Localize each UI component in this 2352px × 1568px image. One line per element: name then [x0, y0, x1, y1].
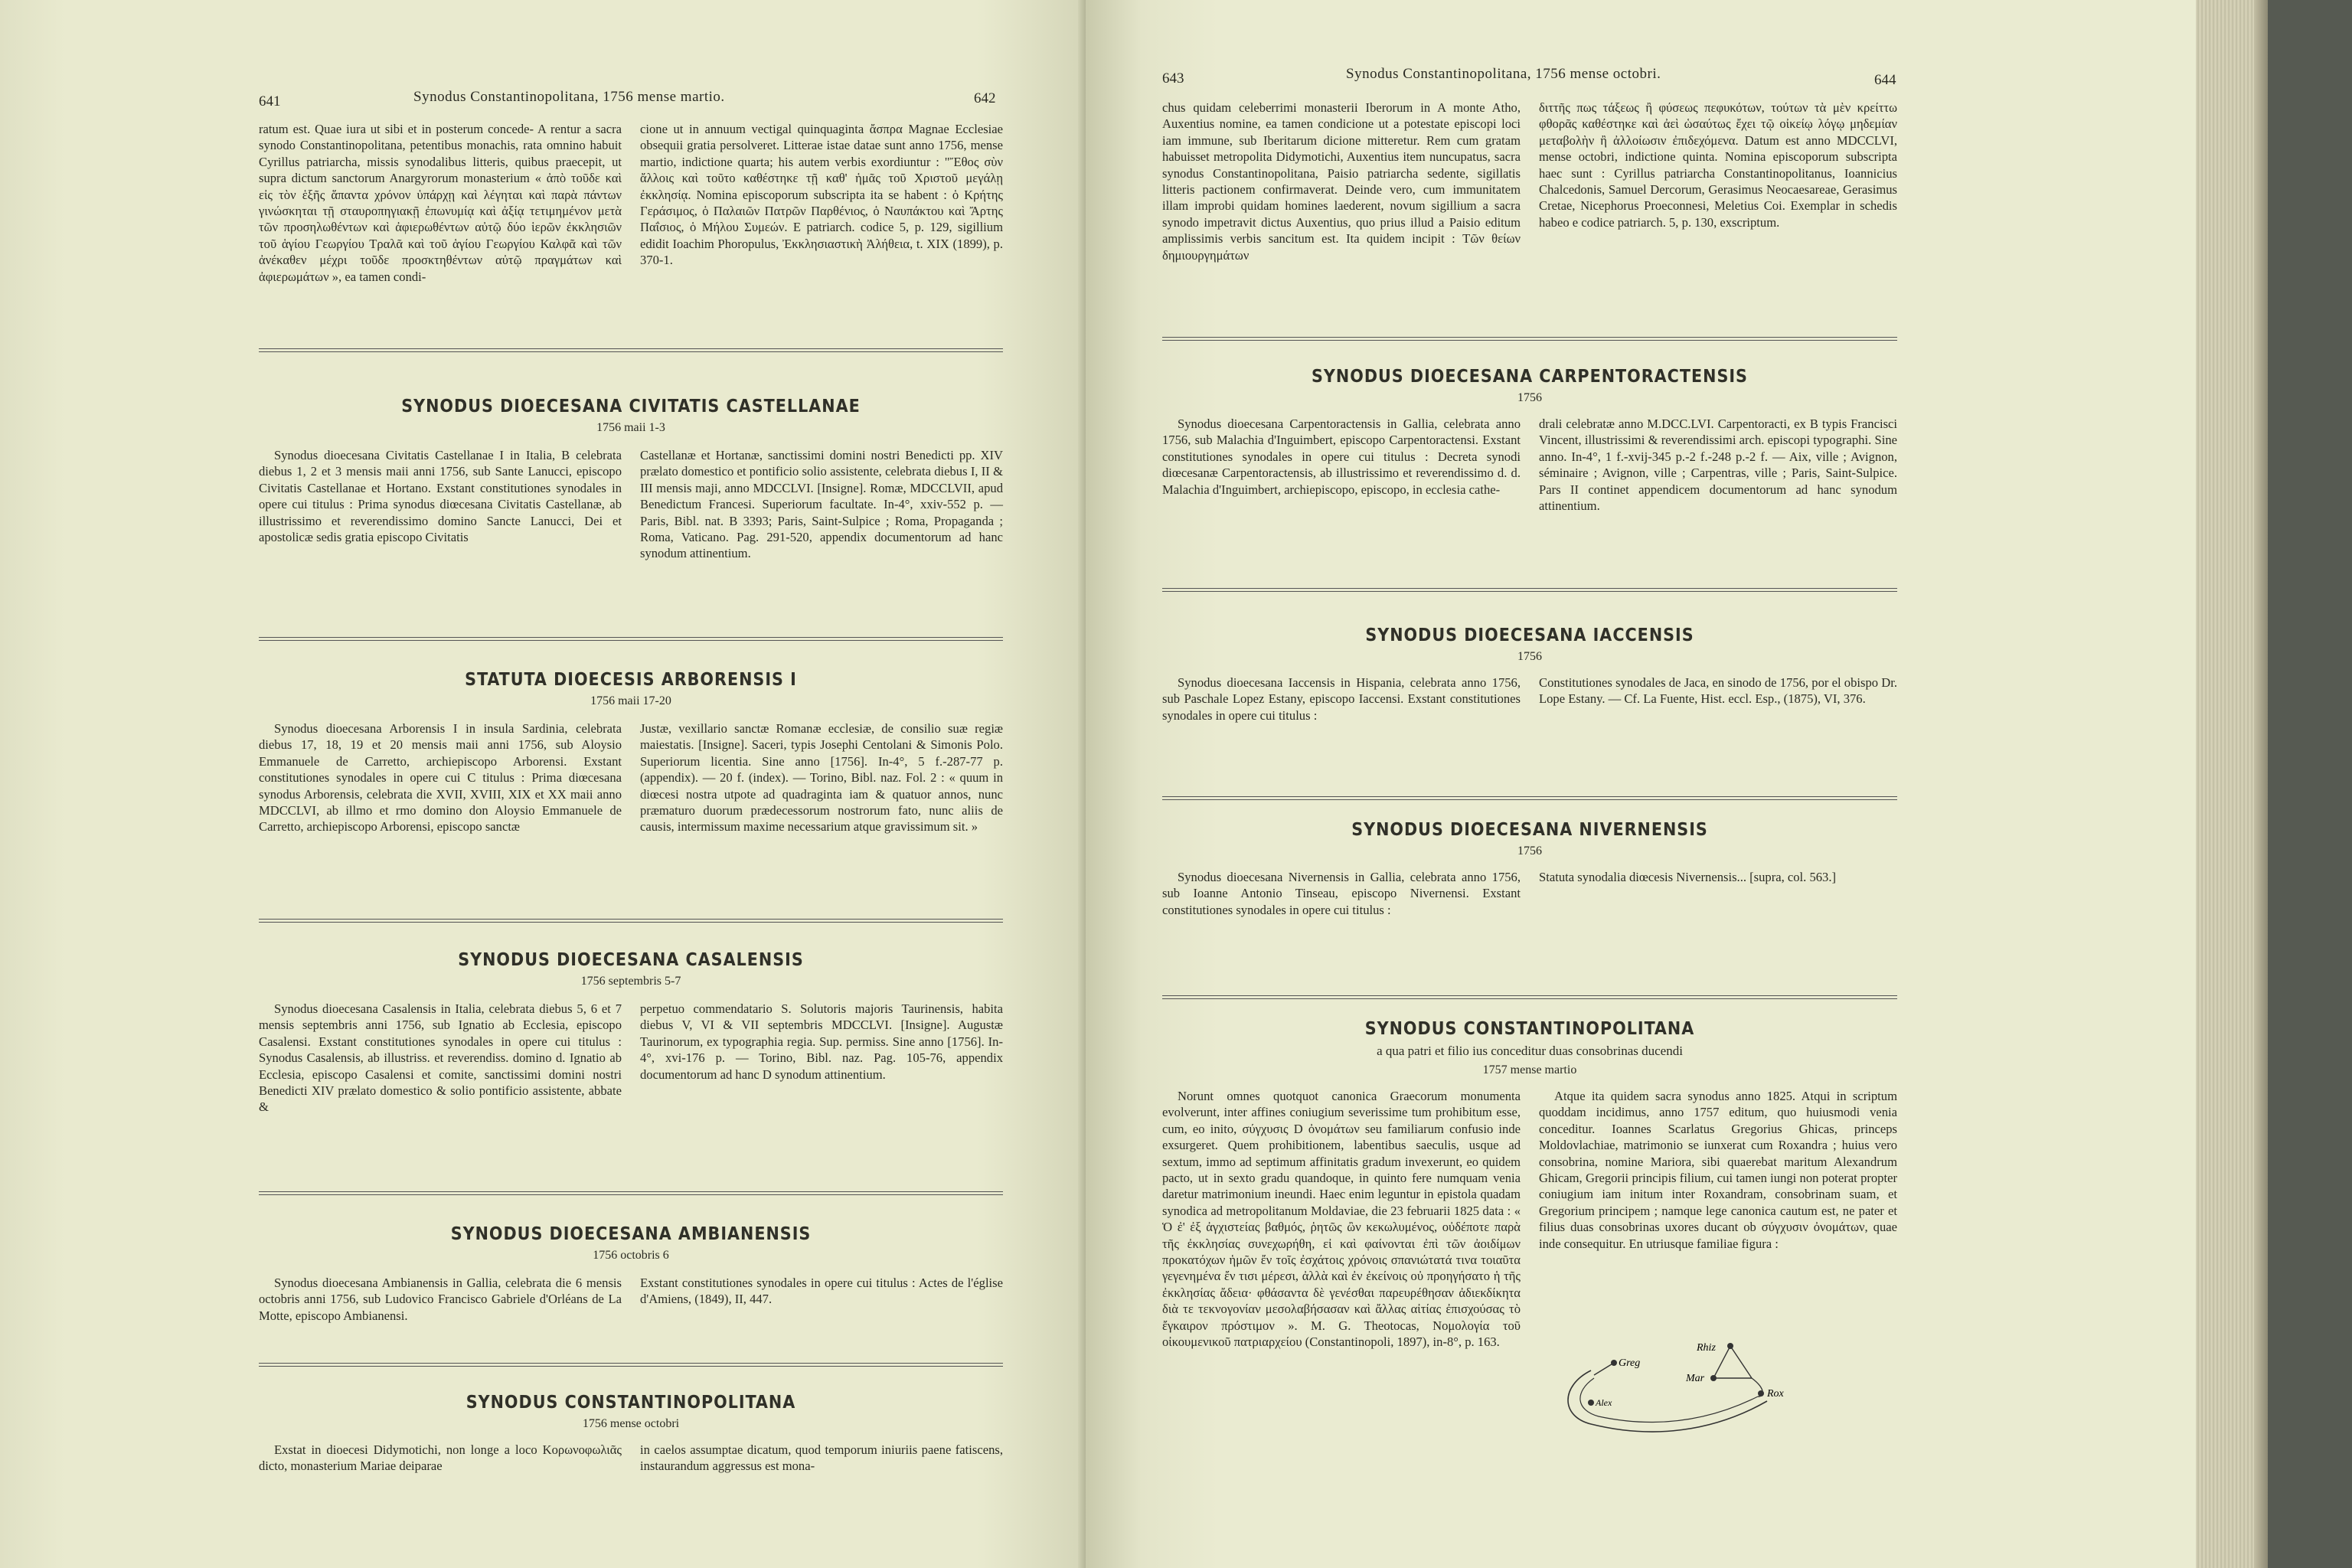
top-col1-text: ratum est. Quae iura ut sibi et in posterum concede- A rentur a sacra synodo Constantinopolitana, petentibus monachis, rata omnino habuit Cyrillus patriarcha, missis synodalibus litteris, quibus praecepit, ut supra dictum sanctorum Anargyrorum monasterium « ἀπὸ τοῦδε καὶ εἰς τὸν ἑξῆς ἅπαντα χρόνον ὑπάρχῃ καὶ λέγηται καὶ παρὰ πάντων γινώσκηται τῇ σταυροπηγιακῇ ἐπωνυμίᾳ καὶ ἀξίᾳ τετιμημένον μετὰ τῶν προσηλωθέντων καὶ ἀφιερωθέντων αὐτῷ δύο ἱερῶν ἐκκλησιῶν τοῦ ἁγίου Γεωργίου Τραλᾶ καὶ τοῦ ἁγίου Γεωργίου Καλφᾶ καὶ τῶν ἀνέκαθεν μέχρι τοῦδε προσκτηθέντων αὐτῷ πραγμάτων καὶ ἀφιερωμάτων », ea tamen condi- — [259, 122, 622, 284]
section-nivernensis — [1162, 796, 1897, 918]
section-castellanae — [259, 348, 1003, 562]
section-col2: Exstant constitutiones synodales in opere cui titulus : Actes de l'église d'Amiens, (1849), II, 447. — [640, 1276, 1003, 1307]
divider — [259, 919, 1003, 923]
divider — [259, 348, 1003, 352]
diagram-label-rox: Rox — [1767, 1388, 1784, 1400]
section-date: 1756 maii 17-20 — [590, 694, 671, 707]
section-col2: Statuta synodalia diœcesis Nivernensis... [supra, col. 563.] — [1539, 870, 1837, 884]
running-head-left: Synodus Constantinopolitana, 1756 mense martio. — [413, 89, 725, 105]
section-constantinopolitana-1756 — [259, 1363, 1003, 1475]
diagram-label-mar: Mar — [1686, 1373, 1705, 1384]
section-date: 1756 — [1517, 391, 1542, 404]
section-constantinopolitana-1757 — [1162, 995, 1897, 1351]
section-col1: Synodus dioecesana Iaccensis in Hispania, celebrata anno 1756, sub Paschale Lopez Estany, episcopo Iaccensi. Exstant constitutiones synodales in opere cui titulus : — [1162, 675, 1521, 723]
top-col2-text: cione ut in annuum vectigal quinquaginta ἄσπρα Magnae Ecclesiae obsequii gratia persolveret. Litterae istae datae sunt anno 1756, mense martio, indictione quarta; his autem verbis exordiuntur : "Ἔθος σὺν ἄλλοις καὶ τοῦτο καθέστηκε τῇ καθ' ἡμᾶς τοῦ Χριστοῦ μεγάλῃ ἐκκλησίᾳ. Nomina episcoporum subscripta ita se habent : ὁ Κρήτης Γεράσιμος, ὁ Παλαιῶν Πατρῶν Παρθένιος, ὁ Ναυπάκτου καὶ Ἄρτης Παΐσιος, ὁ Μήλου Συμεών. E patriarch. codice 5, p. 129, sigillium edidit Ioachim Phoropulus, Ἐκκλησιαστικὴ Ἀλήθεια, t. XIX (1899), p. 370-1. — [640, 122, 1003, 268]
divider — [259, 637, 1003, 641]
section-col2: perpetuo commendatario S. Solutoris majoris Taurinensis, habita diebus V, VI & VII septembris MDCCLVI. [Insigne]. Augustæ Taurinorum, ex typographia regia. Sup. permiss. Sine anno [1756]. In-4°, xvi-176 p. — Torino, Bibl. naz. Pag. 105-76, appendix documentorum ad hanc D synodum attinentium. — [640, 1001, 1003, 1082]
section-col1: Norunt omnes quotquot canonica Graecorum monumenta evolverunt, inter affines coniugium severissime tum prohibitum esse, cum, eo inito, σύγχυσις D ὀνομάτων seu familiarum confusio inde exsurgeret. Quem prohibitionem, labentibus saeculis, usque ad sextum, immo ad septimum affinitatis gradum invexerunt, eo quidem pacto, ut in sexto gradu quandoque, in quinto fere numquam venia daretur matrimonium ineundi. Haec enim leguntur in epistola quadam synodica ad metropolitanum Moldaviae, die 23 februarii 1825 data : « Ὁ ἐ' ἐξ ἀγχιστείας βαθμός, ῥητῶς ὢν κεκωλυμένος, οὐδέποτε παρὰ τῆς ἐκκλησίας συνεχωρήθη, εἰ καὶ φαίνονται ἐπὶ τῶν ἀοιδίμων προκατόχων ἡμῶν ἔν τοῖς ἐσχάτοις χρόνοις σπανιώτατά τινα τοιαῦτα γεγενημένα ἔν τισι μέρεσι, ἀλλὰ καὶ ἐν ἐκείνοις οὐ προηγήσατο ἡ τῆς ἐκκλησίας ἄδεια· φθάσαντα δὲ γενέσθαι παρευρέθησαν ἀδιεκδίκητα διὰ τε τεκνογονίαν μεσολαβήσασαν καὶ ἄλλας αἰτίας ἐπισχούσας τὸ ἔγκαιρον πρόστιμον ». M. G. Theotocas, Νομολογία τοῦ οἰκουμενικοῦ πατριαρχείου (Constantinopoli, 1897), in-8°, p. 163. — [1162, 1089, 1521, 1350]
right-page — [1086, 0, 2196, 1568]
section-col1: Synodus dioecesana Casalensis in Italia, celebrata diebus 5, 6 et 7 mensis septembris anni 1756, sub Ignatio ab Ecclesia, episcopo Casalensi. Exstant constitutiones synodales in opere cui titulus : Synodus Casalensis, ab illustriss. et reverendiss. domino d. Ignatio ab Ecclesia, episcopo Casalensi et comite, sanctissimi domini nostri Benedicti XIV prælato domestico & solio pontificio assistente, abbate & — [259, 1001, 622, 1115]
divider — [259, 1191, 1003, 1195]
diagram-label-alex: Alex — [1596, 1397, 1612, 1408]
page-number-641: 641 — [259, 93, 281, 109]
top-continuation — [259, 121, 1003, 285]
section-col2: drali celebratæ anno M.DCC.LVI. Carpentoracti, ex B typis Francisci Vincent, illustrissimi & reverendissimi arch. episcopi typographi. Sine anno. In-4°, 1 f.-xvij-345 p.-2 f.-248 p.-2 f. — Aix, ville ; Avignon, séminaire ; Avignon, ville ; Carpentras, ville ; Paris, Saint-Sulpice. Pars II continet appendicem documentorum ad hanc synodum attinentium. — [1539, 416, 1897, 514]
section-title: SYNODUS CONSTANTINOPOLITANA — [1364, 1019, 1695, 1039]
section-date: 1756 septembris 5-7 — [580, 975, 681, 988]
section-col1: Exstat in dioecesi Didymotichi, non longe a loco Κορωνοφωλιᾶς dicto, monasterium Mariae deiparae — [259, 1442, 622, 1474]
page-number-642: 642 — [974, 90, 996, 106]
left-page — [0, 0, 1086, 1568]
section-iaccensis — [1162, 588, 1897, 724]
top-col1-text: chus quidam celeberrimi monasterii Iberorum in A monte Atho, Auxentius nomine, ea tamen condicione ut a potestate episcopi loci iam immune, sub Iberitarum dicione mitteretur. Rem cum gratam habuisset metropolita Didymotichi, Auxentius item nuncupatus, sacra synodus Constantinopolitana, Paisio patriarcha sedente, sigillatis litteris pactionem confirmaverat. Deinde vero, cum immunitatem illam improbi quidam homines laederent, novum sigillium a sacra synodo impetravit dictus Auxentius, quo prius illud a Paisio editum amplissimis verbis sancitum est. Ita quidem incipit : Τῶν θείων δημιουργημάτων — [1162, 100, 1521, 263]
section-title: SYNODUS DIOECESANA NIVERNENSIS — [1351, 820, 1708, 840]
page-number-643: 643 — [1162, 70, 1184, 87]
section-ambianensis — [259, 1191, 1003, 1324]
book-cover-edge — [2254, 0, 2268, 1568]
section-date: 1757 mense martio — [1482, 1063, 1577, 1076]
divider — [1162, 995, 1897, 999]
section-col1: Synodus dioecesana Arborensis I in insula Sardinia, celebrata diebus 17, 18, 19 et 20 mensis maii anni 1756, sub Aloysio Emmanuele de Carretto, archiepiscopo Arborensi. Exstant constitutiones synodales in opere cui C titulus : Prima diœcesana synodus Arborensis, celebrata die XVII, XVIII, XIX et XX maii anno MDCCLVI, ab illmo et rmo domino don Aloysio Emmanuele de Carretto, archiepiscopo Arborensi, episcopo sanctæ — [259, 721, 622, 835]
section-title: SYNODUS CONSTANTINOPOLITANA — [466, 1393, 796, 1413]
section-col2: Castellanæ et Hortanæ, sanctissimi domini nostri Benedicti pp. XIV prælato domestico et pontificio solio assistente, celebrata diebus I, II & III mensis maji, anno MDCCLVI. [Insigne]. Romæ, MDCCLVII, apud Benedictum Francesi. Superiorum facultate. In-4°, xxiv-552 p. — Paris, Bibl. nat. B 3393; Paris, Saint-Sulpice ; Roma, Propaganda ; Roma, Vaticano. Pag. 291-520, appendix documentorum ad hanc synodum attinentium. — [640, 448, 1003, 561]
section-carpentoractensis — [1162, 337, 1897, 514]
page-number-644: 644 — [1874, 72, 1896, 88]
section-col2: Atque ita quidem sacra synodus anno 1825. Atqui in scriptum quoddam incidimus, anno 1757 editum, quo huiusmodi venia conceditur. Ioannes Scarlatus Gregorius Ghicas, princeps Moldovlachiae, matrimonio se iunxerat cum Roxandra ; huius vero consobrina, nomine Mariora, sibi quaerebat maritum Alexandrum Ghicam, Gregorii principis filium, cui tamen iungi non poterat propter coniugium iam initum inter Roxandram, consobrinam suam, et Gregorium principem ; namque lege canonica cautum est, ne pater et filius duas consobrinas uxores ducant ob σύγχυσιν ὀνομάτων, quae inde consequitur. En utriusque familiae figura : — [1539, 1089, 1897, 1251]
family-diagram — [1560, 1332, 1836, 1462]
page-edges — [2196, 0, 2352, 1568]
section-title: SYNODUS DIOECESANA CASALENSIS — [458, 950, 804, 970]
section-date: 1756 — [1517, 844, 1542, 858]
section-date: 1756 octobris 6 — [593, 1249, 669, 1262]
section-date: 1756 maii 1-3 — [596, 421, 665, 434]
section-col2: Justæ, vexillario sanctæ Romanæ ecclesiæ, de consilio suæ regiæ maiestatis. [Insigne]. Saceri, typis Josephi Centolani & Simonis Polo. Superiorum licentia. Sine anno [1756]. In-4°, 5 f.-287-77 p. (appendix). — 20 f. (index). — Torino, Bibl. naz. Fol. 2 : « quum in diœcesi nostra utpote ad quadraginta iam & quatuor annos, nunc præmaturo duorum prædecessorum nostrorum fato, nunc aliis de causis, intermissum maxime necessarium atque gravissimum sit. » — [640, 721, 1003, 835]
section-subtitle: a qua patri et filio ius conceditur duas consobrinas ducendi — [1377, 1044, 1683, 1058]
section-date: 1756 mense octobri — [582, 1417, 680, 1430]
divider — [1162, 796, 1897, 800]
section-col2: in caelos assumptae dicatum, quod temporum iniuriis paene fatiscens, instaurandum aggressus est mona- — [640, 1442, 1003, 1474]
section-title: SYNODUS DIOECESANA AMBIANENSIS — [450, 1224, 812, 1244]
section-title: SYNODUS DIOECESANA CIVITATIS CASTELLANAE — [401, 397, 861, 416]
top-continuation — [1162, 100, 1897, 263]
section-col1: Synodus dioecesana Civitatis Castellanae I in Italia, B celebrata diebus 1, 2 et 3 mensis maii anni 1756, sub Sante Lanucci, episcopo Civitatis Castellanae et Hortano. Exstant constitutiones synodales in opere cui titulus : Prima synodus diœcesana Civitatis Castellanæ, ab illustrissimo et reverendissimo domino Sancte Lanucci, Dei et apostolicæ sedis gratia episcopo Civitatis — [259, 448, 622, 545]
section-title: SYNODUS DIOECESANA CARPENTORACTENSIS — [1312, 367, 1748, 387]
section-col1: Synodus dioecesana Nivernensis in Gallia, celebrata anno 1756, sub Ioanne Antonio Tinseau, episcopo Nivernensi. Exstant constitutiones synodales in opere cui titulus : — [1162, 870, 1521, 917]
divider — [1162, 588, 1897, 592]
divider — [1162, 337, 1897, 341]
diagram-label-rhiz: Rhiz — [1697, 1342, 1716, 1354]
background-surface — [2268, 0, 2352, 1568]
section-col1: Synodus dioecesana Ambianensis in Gallia, celebrata die 6 mensis octobris anni 1756, sub Ludovico Francisco Gabriele d'Orléans de La Motte, episcopo Ambianensi. — [259, 1276, 622, 1323]
section-casalensis — [259, 919, 1003, 1116]
running-head-right: Synodus Constantinopolitana, 1756 mense octobri. — [1346, 66, 1661, 82]
section-title: STATUTA DIOECESIS ARBORENSIS I — [465, 670, 797, 690]
divider — [259, 1363, 1003, 1367]
diagram-label-greg: Greg — [1619, 1357, 1641, 1369]
top-col2-text: διττῆς πως τάξεως ἢ φύσεως πεφυκότων, τούτων τὰ μὲν κρείττω φθορᾶς καθέστηκε καὶ ἀεὶ ὡσαύτως ἔχει τῷ οἰκείῳ λόγῳ μηδεμίαν μεταβολὴν ἢ ἀλλοίωσιν ἐπιδεχόμενα. Datum est anno MDCCLVI, mense octobri, indictione quinta. Nomina episcoporum subscripta haec sunt : Cyrillus patriarcha Constantinopolitanus, Ioannicius Chalcedonis, Samuel Dercorum, Gerasimus Neocaesareae, Gerasimus Cretae, Nicephorus Proeconnesi, Meletius Coi. Exemplar in schedis habeo e codice patriarch. 5, p. 130, exscriptum. — [1539, 100, 1897, 230]
section-title: SYNODUS DIOECESANA IACCENSIS — [1365, 626, 1694, 645]
section-arborensis — [259, 637, 1003, 835]
section-col2: Constitutiones synodales de Jaca, en sinodo de 1756, por el obispo Dr. Lope Estany. — Cf. La Fuente, Hist. eccl. Esp., (1875), VI, 376. — [1539, 675, 1897, 707]
section-col1: Synodus dioecesana Carpentoractensis in Gallia, celebrata anno 1756, sub Malachia d'Inguimbert, episcopo Carpentoractensi. Exstant constitutiones synodales in opere cui titulus : Decreta synodi diœcesanæ Carpentoractensis, ab illustrissimo et reverendissimo d. d. Malachia d'Inguimbert, archiepiscopo, episcopo, in ecclesia cathe- — [1162, 416, 1521, 497]
section-date: 1756 — [1517, 650, 1542, 663]
